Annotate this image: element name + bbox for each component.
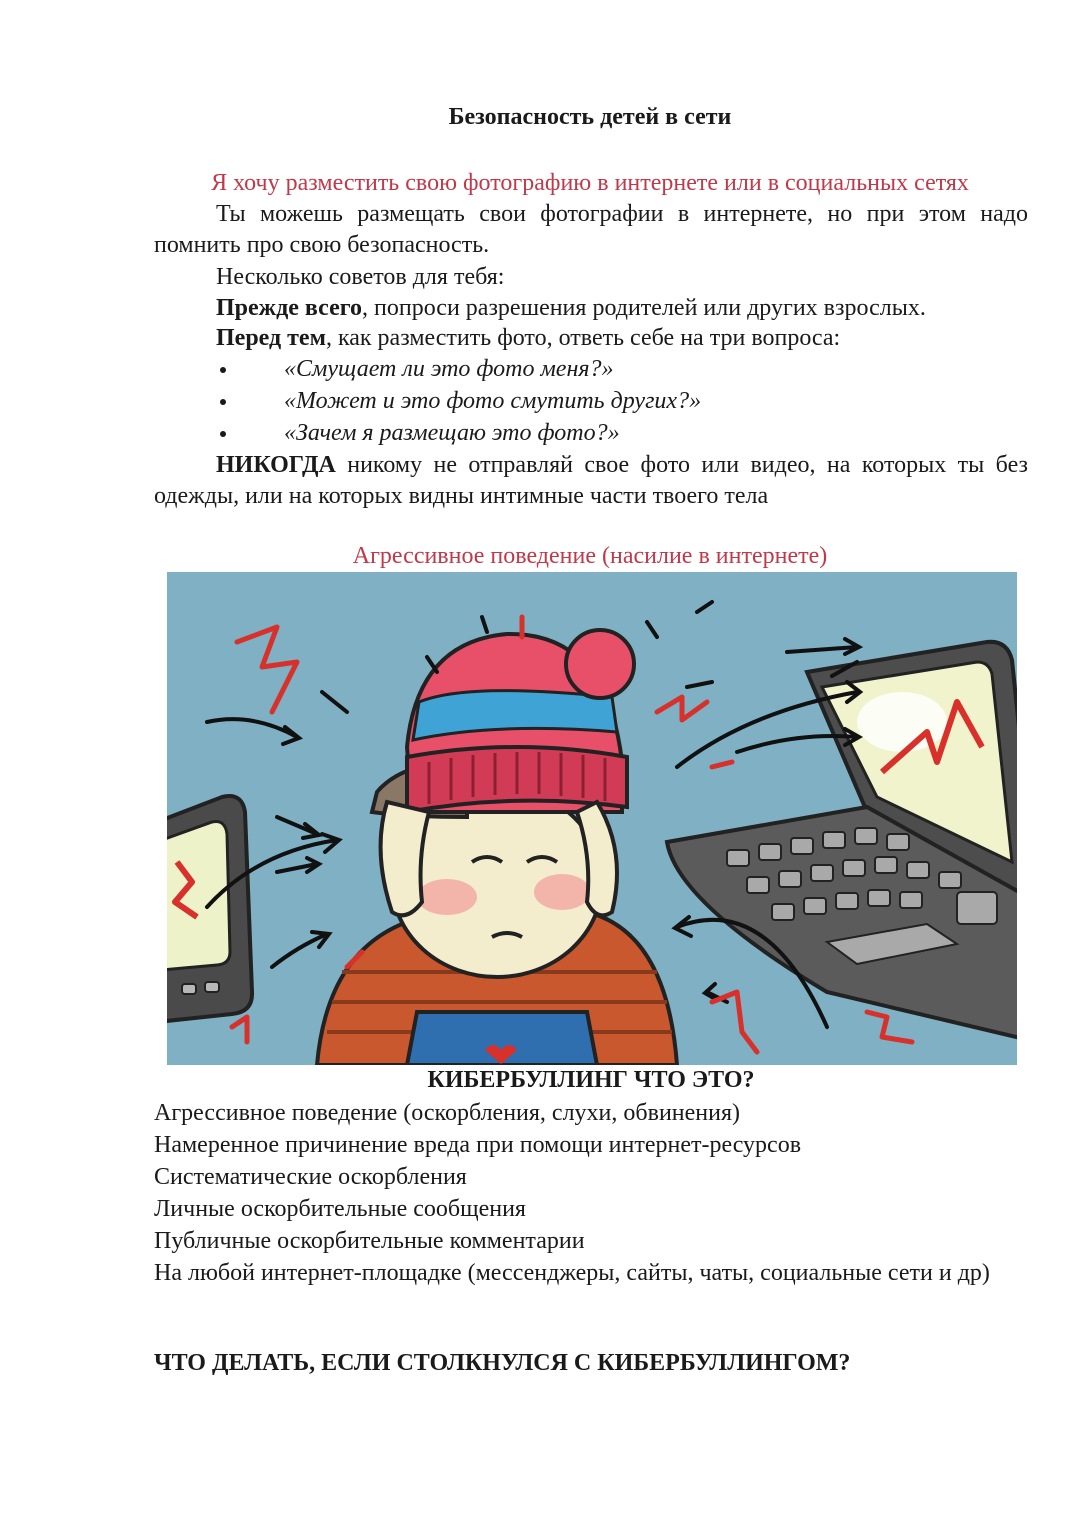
list-item [154, 385, 1028, 417]
tv-monitor-icon [167, 796, 252, 1022]
cyberbullying-list [154, 1097, 1028, 1289]
question-text: «Зачем я размещаю это фото?» [284, 420, 620, 446]
question-text: «Может и это фото смутить других?» [284, 388, 702, 414]
question-list [154, 353, 1028, 449]
tip-second [154, 323, 1028, 354]
section-heading-aggression: Агрессивное поведение (насилие в интернете) [352, 543, 828, 569]
list-item [154, 353, 1028, 385]
tip-first [154, 293, 1028, 324]
tip-first-text: , попроси разрешения родителей или других взрослых. [362, 295, 926, 321]
list-item: Личные оскорбительные сообщения [154, 1196, 526, 1222]
bullet-icon [220, 399, 226, 405]
cyberbullying-heading: КИБЕРБУЛЛИНГ ЧТО ЭТО? [427, 1067, 755, 1093]
list-item: Публичные оскорбительные комментарии [154, 1228, 585, 1254]
tip-second-bold: Перед тем [216, 325, 326, 351]
list-item: Агрессивное поведение (оскорбления, слухи, обвинения) [154, 1100, 740, 1126]
bullet-icon [220, 367, 226, 373]
list-item [154, 417, 1028, 449]
never-bold: НИКОГДА [216, 452, 336, 478]
page-title: Безопасность детей в сети [448, 104, 732, 130]
intro-paragraph: Ты можешь размещать свои фотографии в интернете, но при этом надо помнить про свою безопасность. [154, 201, 1028, 258]
question-text: «Смущает ли это фото меня?» [284, 356, 614, 382]
never-text: никому не отправляй свое фото или видео, на которых ты без одежды, или на которых видны интимные части твоего тела [154, 452, 1028, 509]
tip-second-text: , как разместить фото, ответь себе на три вопроса: [325, 325, 841, 351]
never-paragraph [154, 450, 1028, 512]
tip-first-bold: Прежде всего [216, 295, 363, 321]
list-item: Намеренное причинение вреда при помощи интернет-ресурсов [154, 1132, 802, 1158]
bullet-icon [220, 431, 226, 437]
tips-intro: Несколько советов для тебя: [216, 264, 505, 290]
section-heading-photo: Я хочу разместить свою фотографию в интернете или в социальных сетях [211, 170, 969, 196]
what-to-do-heading: ЧТО ДЕЛАТЬ, ЕСЛИ СТОЛКНУЛСЯ С КИБЕРБУЛЛИНГОМ? [154, 1350, 851, 1376]
cyberbullying-illustration [167, 572, 1017, 1065]
list-item: На любой интернет-площадке (мессенджеры, сайты, чаты, социальные сети и др) [154, 1260, 990, 1286]
list-item: Систематические оскорбления [154, 1164, 467, 1190]
